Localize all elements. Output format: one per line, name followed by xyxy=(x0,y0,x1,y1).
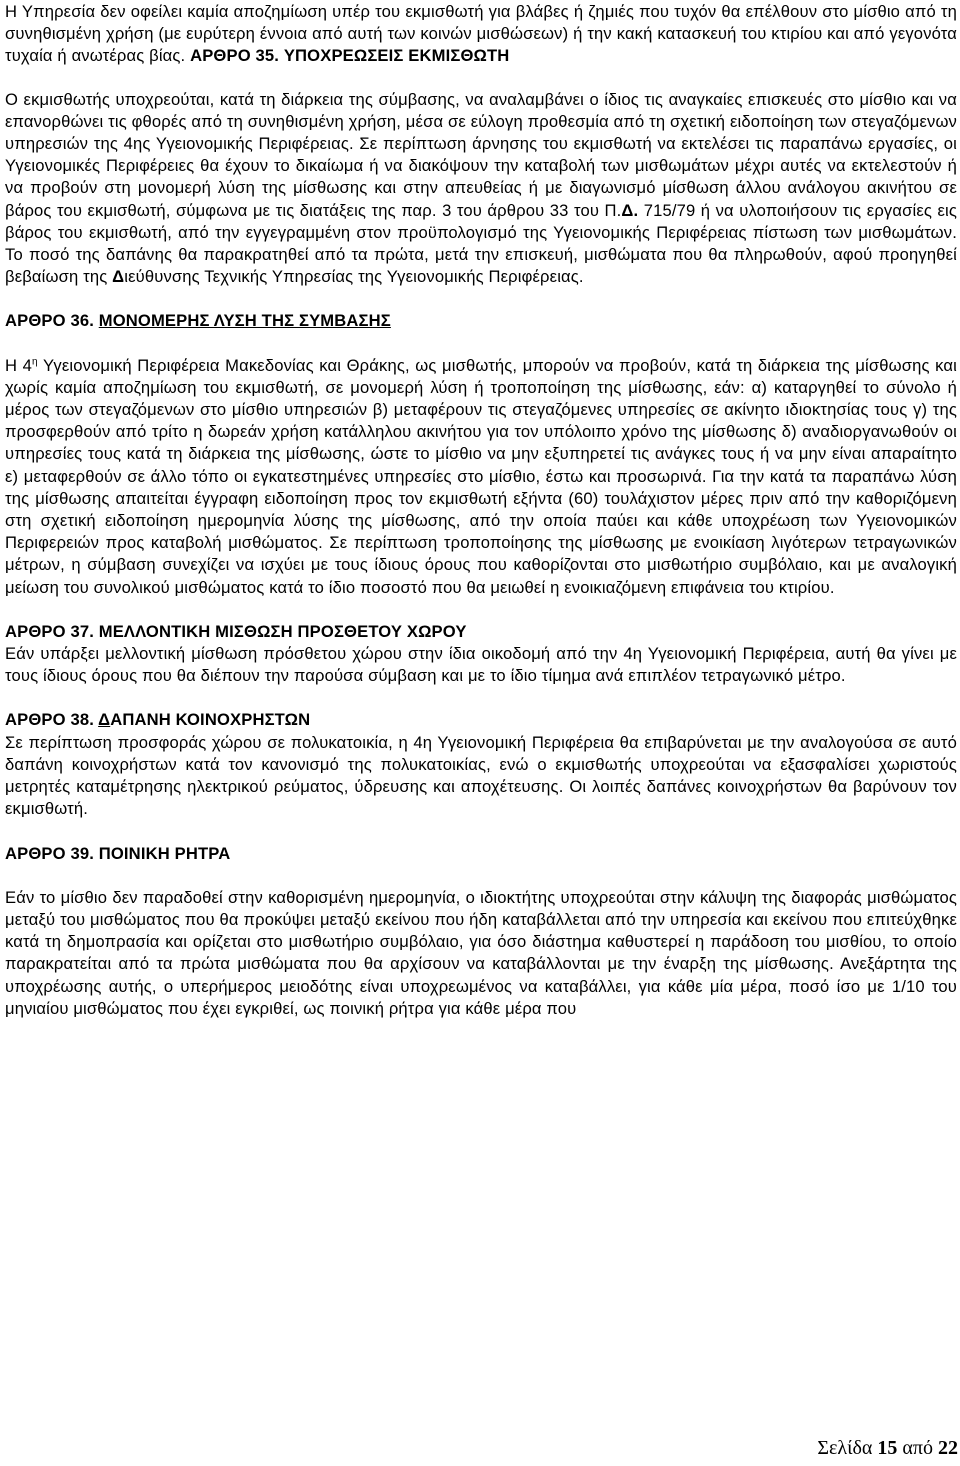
article-35-text-3: 715/79 ή να υλοποιήσουν τις εργασίες εις βάρος του εκμισθωτή, από την εγγεγραμμένη στον προϋπολογισμό της Υγειονομικής Περιφέρειας πίστωση των μισθωμάτων. Το ποσό της δαπάνης θα παρακρατηθεί από τα πρώτα, μετά την επισκευή, μισθώματα που θα πληρωθούν, αφού προηγηθεί βεβαίωση της xyxy=(5,200,957,287)
article-37-body xyxy=(5,643,957,687)
article-37-title: ΜΕΛΛΟΝΤΙΚΗ ΜΙΣΘΩΣΗ ΠΡΟΣΘΕΤΟΥ ΧΩΡΟΥ xyxy=(98,621,467,641)
article-39-text-1: Εάν το μίσθιο δεν παραδοθεί στην καθορισμένη ημερομηνία, ο ιδιοκτήτης υποχρεούται στην κάλυψη της διαφοράς μισθώματος μεταξύ του μισθώματος που θα προκύψει μεταξύ εκείνου που ήδη καταβάλλεται από την υπηρεσία και εκείνου που επιτεύχθηκε κατά τη δημοπρασία και ορίζεται στο μισθωτήριο συμβόλαιο, για όσο διάστημα καθυστερεί η παράδοση του μισθίου, το οποίο παρακρατείται από τα πρώτα μισθώματα που θα αρχίσουν να καταβάλλονται με την έναρξη της μίσθωσης. xyxy=(5,887,957,974)
article-37-heading xyxy=(5,621,957,643)
article-39-number: ΑΡΘΡΟ 39. xyxy=(5,843,94,863)
article-38-heading xyxy=(5,709,957,731)
article-38-text-1: Σε περίπτωση προσφοράς χώρου σε πολυκατοικία, η 4η Υγειονομική Περιφέρεια θα επιβαρύνεται με την αναλογούσα σε αυτό δαπάνη κοινοχρήστων κατά τον κανονισμό της πολυκατοικίας, ενώ ο εκμισθωτής υποχρεούται να εξασφαλίσει χωριστούς μετρητές καταμέτρησης ηλεκτρικού ρεύματος, ύδρευσης και αποχέτευσης. xyxy=(5,732,957,797)
article-38-title-initial: Δ xyxy=(98,710,111,730)
article-36-text-3: Σε περίπτωση τροποποίησης της μίσθωσης με ενοικίαση λιγότερων τετραγωνικών μέτρων, η σύμβαση συνεχίζει να ισχύει με τους ίδιους όρους που καθορίζονται στο μισθωτήριο συμβόλαιο, και με αναλογική μείωση του συνολικού μισθώματος κατά το ίδιο ποσοστό που θα μειωθεί η ενοικιαζόμενη επιφάνεια του κτιρίου. xyxy=(5,533,957,597)
article-35-text-2: Σε περίπτωση άρνησης του εκμισθωτή να εκτελέσει τις παραπάνω εργασίες, οι Υγειονομικές Περιφέρειες θα έχουν το δικαίωμα ή να διακόψουν την καταβολή των μισθωμάτων μέχρι αυτές να εκτελεστούν ή να προβούν στη μονομερή λύση της μίσθωσης και στην απευθείας ή με διαγωνισμό μίσθωση άλλου ανάλογου ακινήτου σε βάρος του εκμισθωτή, σύμφωνα με τις διατάξεις της παρ. 3 του άρθρου 33 του Π. xyxy=(5,134,957,220)
document-page xyxy=(5,0,957,1020)
article-36-text-2: Για την κατά τα παραπάνω λύση της μίσθωσης απαιτείται έγγραφη ειδοποίηση προς τον εκμισθωτή εξήντα (60) τουλάχιστον μέρες πριν από την καθοριζόμενη στη σχετική ειδοποίηση ημερομηνία λύσης της μίσθωσης, από την οποία παύει και κάθε υποχρέωση των Υγειονομικών Περιφερειών προς καταβολή μισθώματος. xyxy=(5,466,957,553)
article-36-body xyxy=(5,355,957,599)
footer-page: 15 xyxy=(877,1437,898,1459)
footer-of: από xyxy=(902,1437,933,1459)
article-37-number: ΑΡΘΡΟ 37. xyxy=(5,621,94,641)
intro-text: Η Υπηρεσία δεν οφείλει καμία αποζημίωση υπέρ του εκμισθωτή για βλάβες ή ζημιές που τυχόν θα επέλθουν στο μίσθιο από τη συνηθισμένη χρήση (με ευρύτερη έννοια από αυτή των κοινών μισθώσεων) ή την κακή κατασκευή του κτιρίου και από γεγονότα τυχαία ή ανωτέρας βίας. xyxy=(5,2,957,66)
footer-label: Σελίδα xyxy=(817,1437,873,1459)
article-35-text-bold-1: Δ. xyxy=(621,200,639,220)
intro-paragraph xyxy=(5,1,957,68)
article-35-text-1: Ο εκμισθωτής υποχρεούται, κατά τη διάρκεια της σύμβασης, να αναλαμβάνει ο ίδιος τις αναγκαίες επισκευές στο μίσθιο και να επανορθώνει τις φθορές από τη συνηθισμένη χρήση, μέσα σε εύλογη προθεσμία από τη σχετική ειδοποίηση των στεγαζόμενων υπηρεσιών της 4ης Υγειονομικής Περιφέρειας. xyxy=(5,89,957,154)
article-39-title: ΠΟΙΝΙΚΗ ΡΗΤΡΑ xyxy=(98,843,231,863)
article-38-title: ΑΠΑΝΗ ΚΟΙΝΟΧΡΗΣΤΩΝ xyxy=(110,710,311,730)
page-number-footer xyxy=(817,1436,958,1460)
article-35-body xyxy=(5,89,957,289)
article-35-text-bold-2: Δ xyxy=(112,267,125,287)
article-35-title: ΥΠΟΧΡΕΩΣΕΙΣ ΕΚΜΙΣΘΩΤΗ xyxy=(283,46,510,66)
article-38-body xyxy=(5,732,957,821)
article-35-number: ΑΡΘΡΟ 35. xyxy=(190,46,280,66)
article-35-text-4: ιεύθυνσης Τεχνικής Υπηρεσίας της Υγειονομικής Περιφέρειας. xyxy=(124,267,584,287)
footer-total: 22 xyxy=(938,1437,958,1459)
article-36-superscript: η xyxy=(32,356,38,368)
article-39-heading xyxy=(5,843,957,865)
article-36-heading xyxy=(5,310,957,332)
article-36-pre: Η 4 xyxy=(5,355,33,375)
article-36-text-1: Υγειονομική Περιφέρεια Μακεδονίας και Θράκης, ως μισθωτής, μπορούν να προβούν, κατά τη διάρκεια της μίσθωσης και χωρίς καμία αποζημίωση του εκμισθωτή, σε μονομερή λύση ή τροποποίηση της μίσθωσης, εάν: α) καταργηθεί το σύνολο ή μέρος των στεγαζόμενων στο μίσθιο υπηρεσιών β) μεταφέρουν τις στεγαζόμενες υπηρεσίες σε ακίνητο ιδιοκτησίας τους γ) της προσφερθούν από τρίτο η δωρεάν χρήση κατάλληλου ακινήτου για τον υπόλοιπο χρόνο της μίσθωσης δ) αναδιοργανωθούν οι υπηρεσίες τους κατά τη διάρκεια της μίσθωσης, ώστε το μίσθιο να μην εξυπηρετεί τις ανάγκες τους ή να μην είναι απαραίτητο ε) μεταφερθούν σε άλλο τόπο οι εγκατεστημένες υπηρεσίες στο μίσθιο, έστω και προσωρινά. xyxy=(5,355,957,486)
article-39-text-2: Ανεξάρτητα της υποχρέωσης αυτής, ο υπερήμερος μειοδότης είναι υποχρεωμένος να καταβάλλει, για κάθε μία μέρα, ποσό ίσο με 1/10 του μηνιαίου μισθώματος που έχει εγκριθεί, ως ποινική ρήτρα για κάθε μέρα που xyxy=(5,954,958,1018)
article-38-text-2: Οι λοιπές δαπάνες κοινοχρήστων θα βαρύνουν τον εκμισθωτή. xyxy=(5,777,957,819)
article-38-number: ΑΡΘΡΟ 38. xyxy=(5,710,94,730)
article-36-title: ΜΟΝΟΜΕΡΗΣ ΛΥΣΗ ΤΗΣ ΣΥΜΒΑΣΗΣ xyxy=(98,311,391,331)
article-37-text: Εάν υπάρξει μελλοντική μίσθωση πρόσθετου χώρου στην ίδια οικοδομή από την 4η Υγειονομική Περιφέρεια, αυτή θα γίνει με τους ίδιους όρους που θα διέπουν την παρούσα σύμβαση και με το ίδιο τίμημα ανά επιπλέον τετραγωνικό μέτρο. xyxy=(5,644,957,686)
article-36-number: ΑΡΘΡΟ 36. xyxy=(5,311,94,331)
article-39-body xyxy=(5,887,957,1020)
